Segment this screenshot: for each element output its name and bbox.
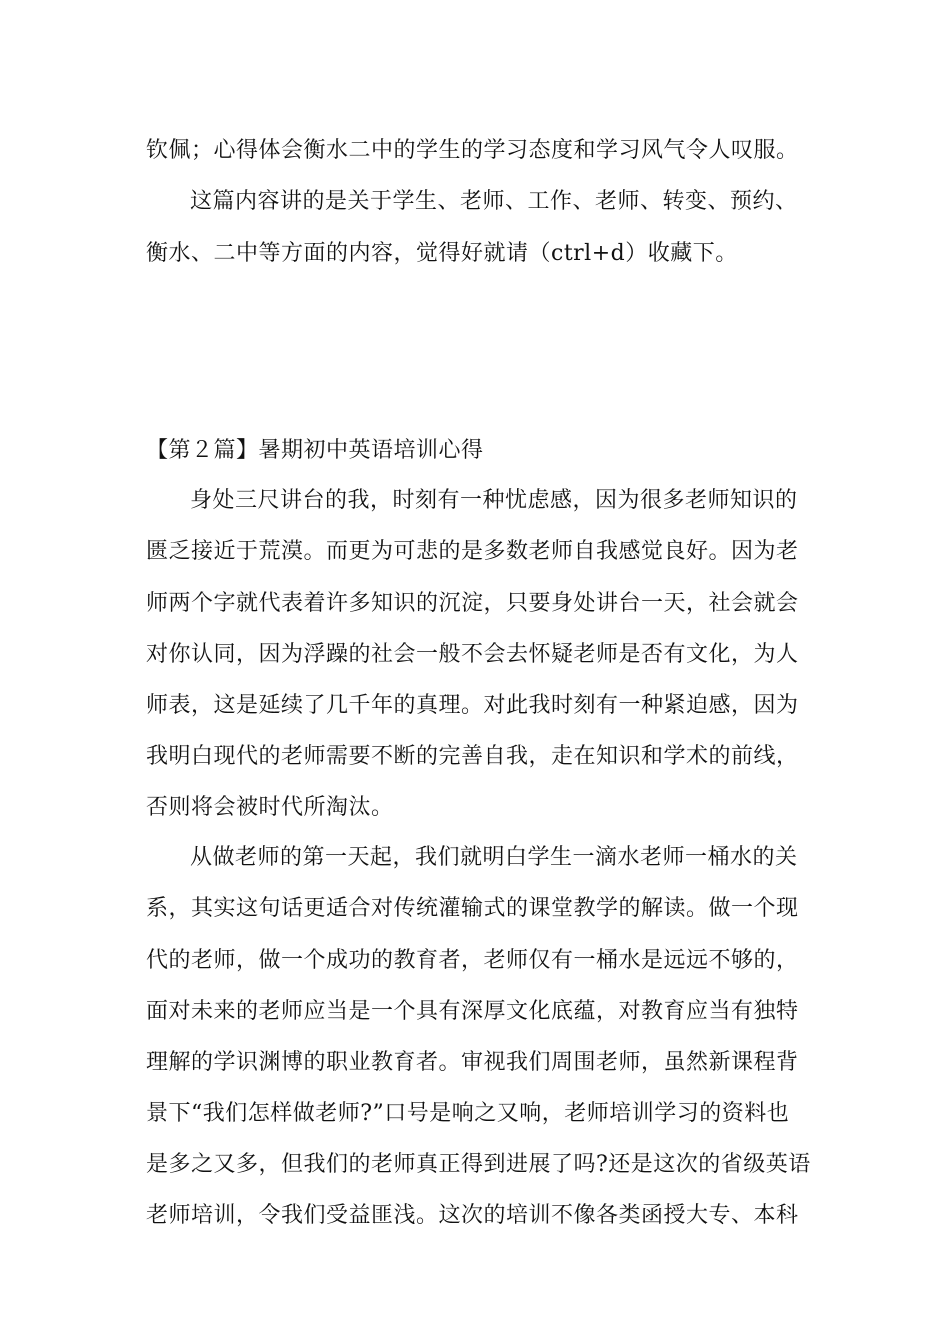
paragraph-4-line-7: 是多之又多，但我们的老师真正得到进展了吗?还是这次的省级英语: [146, 1152, 811, 1177]
paragraph-2-line-2: 衡水、二中等方面的内容，觉得好就请（ctrl+d）收藏下。: [146, 241, 738, 266]
paragraph-4-line-2: 系，其实这句话更适合对传统灌输式的课堂教学的解读。做一个现: [146, 896, 799, 921]
section-heading: 【第２篇】暑期初中英语培训心得: [146, 438, 484, 463]
paragraph-3-line-6: 我明白现代的老师需要不断的完善自我，走在知识和学术的前线，: [146, 744, 799, 769]
paragraph-3-line-2: 匮乏接近于荒漠。而更为可悲的是多数老师自我感觉良好。因为老: [146, 539, 799, 564]
paragraph-1-line-1: 钦佩；心得体会衡水二中的学生的学习态度和学习风气令人叹服。: [146, 138, 799, 163]
paragraph-2-line-1: 这篇内容讲的是关于学生、老师、工作、老师、转变、预约、: [190, 189, 798, 214]
paragraph-4-line-6: 景下“我们怎样做老师?”口号是响之又响，老师培训学习的资料也: [146, 1101, 790, 1126]
paragraph-3-line-4: 对你认同，因为浮躁的社会一般不会去怀疑老师是否有文化，为人: [146, 642, 799, 667]
paragraph-4-line-4: 面对未来的老师应当是一个具有深厚文化底蕴，对教育应当有独特: [146, 999, 799, 1024]
paragraph-4-line-5: 理解的学识渊博的职业教育者。审视我们周围老师，虽然新课程背: [146, 1050, 799, 1075]
paragraph-3-line-5: 师表，这是延续了几千年的真理。对此我时刻有一种紧迫感，因为: [146, 693, 799, 718]
paragraph-4-line-1: 从做老师的第一天起，我们就明白学生一滴水老师一桶水的关: [190, 845, 798, 870]
paragraph-3-line-1: 身处三尺讲台的我，时刻有一种忧虑感，因为很多老师知识的: [190, 488, 798, 513]
paragraph-3-line-7: 否则将会被时代所淘汰。: [146, 795, 394, 820]
paragraph-4-line-3: 代的老师，做一个成功的教育者，老师仅有一桶水是远远不够的，: [146, 948, 799, 973]
paragraph-3-line-3: 师两个字就代表着许多知识的沉淀，只要身处讲台一天，社会就会: [146, 591, 799, 616]
paragraph-4-line-8: 老师培训，令我们受益匪浅。这次的培训不像各类函授大专、本科: [146, 1203, 799, 1228]
